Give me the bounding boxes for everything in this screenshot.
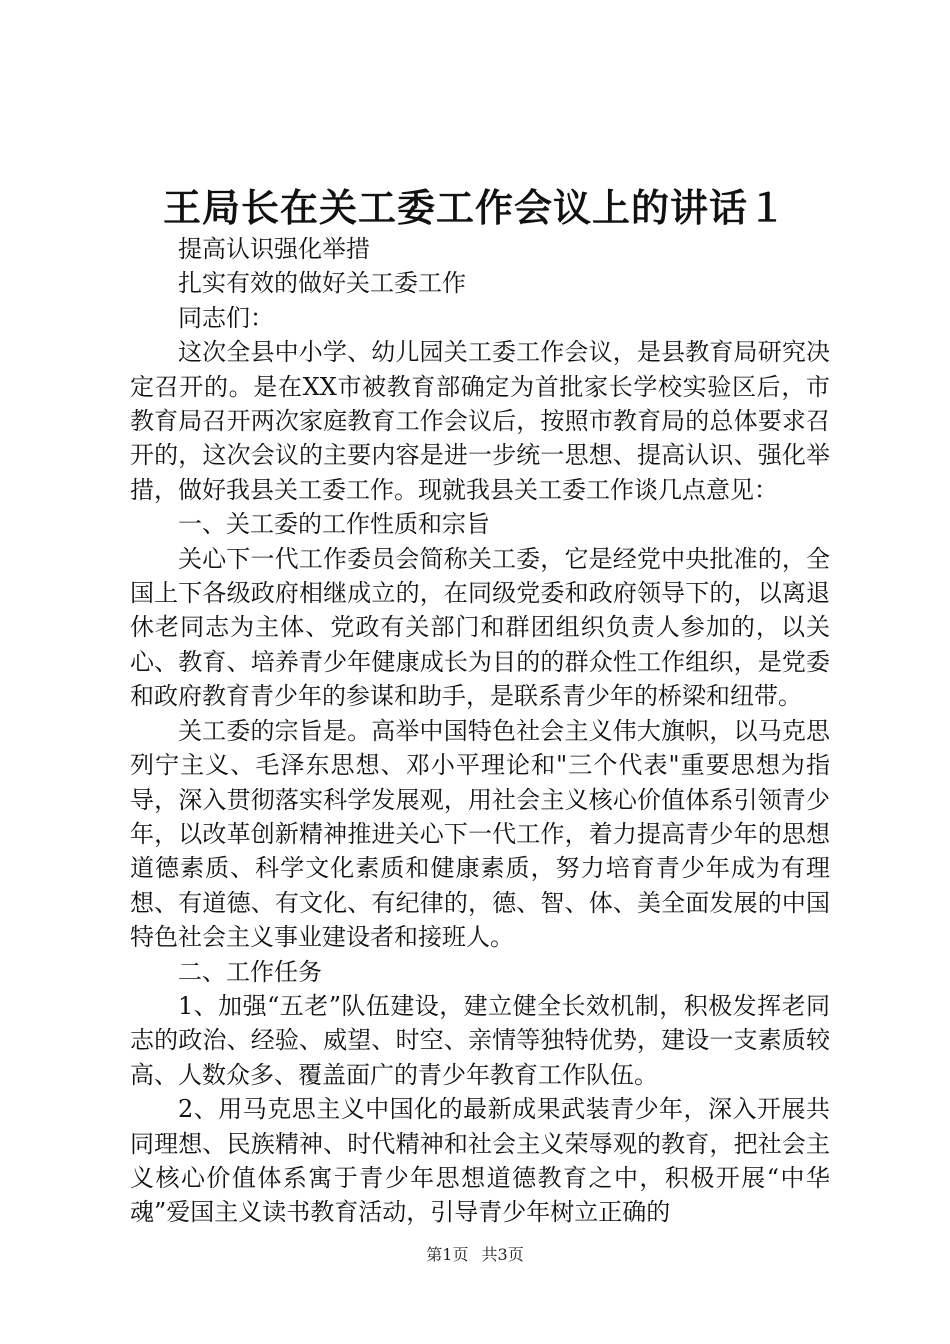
page-number: 第1页 [426, 1245, 469, 1264]
section-heading-1: 一、关工委的工作性质和宗旨 [178, 510, 490, 539]
paragraph-task-2: 2、用马克思主义中国化的最新成果武装青少年，深入开展共同理想、民族精神、时代精神和社会主义荣辱观的教育，把社会主义核心价值体系寓于青少年思想道德教育之中，积极开展“中华魂”爱国主义读书教育活动，引导青少年树立正确的 [130, 1095, 830, 1227]
document-body [130, 232, 830, 1230]
page-total: 共3页 [481, 1245, 524, 1264]
page-footer [0, 1245, 950, 1265]
paragraph-purpose: 关工委的宗旨是。高举中国特色社会主义伟大旗帜，以马克思列宁主义、毛泽东思想、邓小平理论和"三个代表"重要思想为指导，深入贯彻落实科学发展观，用社会主义核心价值体系引领青少年，以改革创新精神推进关心下一代工作，着力提高青少年的思想道德素质、科学文化素质和健康素质，努力培育青少年成为有理想、有道德、有文化、有纪律的，德、智、体、美全面发展的中国特色社会主义事业建设者和接班人。 [130, 716, 830, 952]
subtitle-line-1: 提高认识强化举措 [178, 235, 370, 263]
paragraph-task-1: 1、加强“五老”队伍建设，建立健全长效机制，积极发挥老同志的政治、经验、威望、时空、亲情等独特优势，建设一支素质较高、人数众多、覆盖面广的青少年教育工作队伍。 [130, 991, 830, 1089]
section-heading-2: 二、工作任务 [178, 957, 322, 986]
document-title: 王局长在关工委工作会议上的讲话１ [162, 185, 787, 230]
paragraph-nature: 关心下一代工作委员会简称关工委，它是经党中央批准的，全国上下各级政府相继成立的，在同级党委和政府领导下的，以离退休老同志为主体、党政有关部门和群团组织负责人参加的，以关心、教育、培养青少年健康成长为目的的群众性工作组织，是党委和政府教育青少年的参谋和助手，是联系青少年的桥梁和纽带。 [130, 544, 830, 711]
subtitle-line-2: 扎实有效的做好关工委工作 [178, 269, 466, 298]
paragraph-intro: 这次全县中小学、幼儿园关工委工作会议，是县教育局研究决定召开的。是在XX市被教育部确定为首批家长学校实验区后，市教育局召开两次家庭教育工作会议后，按照市教育局的总体要求召开的，这次会议的主要内容是进一步统一思想、提高认识、强化举措，做好我县关工委工作。现就我县关工委工作谈几点意见： [130, 338, 830, 504]
salutation: 同志们： [178, 303, 274, 332]
